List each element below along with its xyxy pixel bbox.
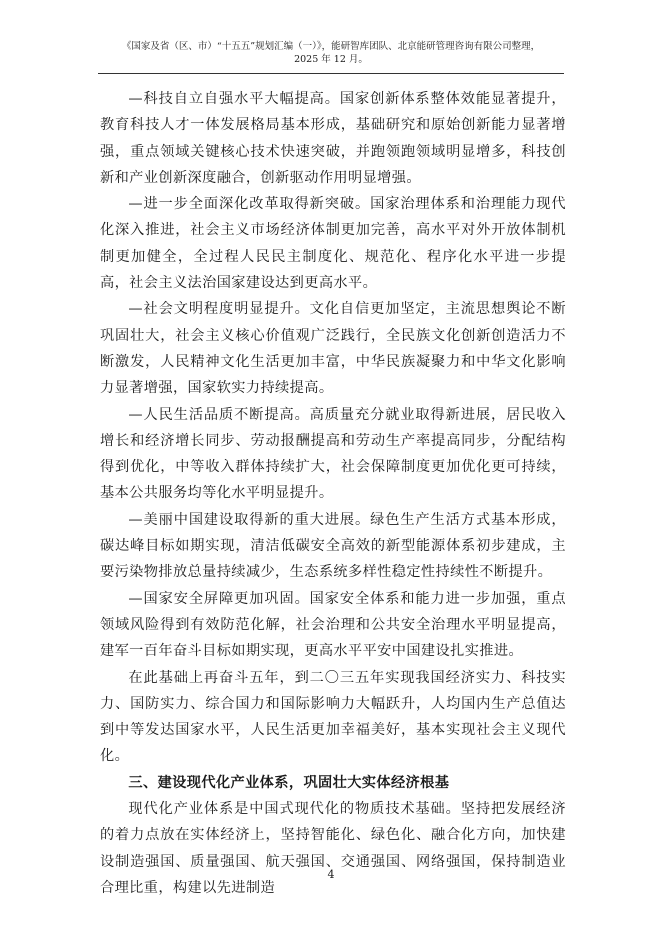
paragraph-national-security: —国家安全屏障更加巩固。国家安全体系和能力进一步加强，重点领域风险得到有效防范化解，社会治理和公共安全治理水平明显提高，建军一百年奋斗目标如期实现，更高水平平安中国建设扎实推进。 — [100, 590, 566, 660]
paragraph-deepening-reform: —进一步全面深化改革取得新突破。国家治理体系和治理能力现代化深入推进，社会主义市场经济体制更加完善，高水平对外开放体制机制更加健全，全过程人民民主制度化、规范化、程序化水平进一步提高，社会主义法治国家建设达到更高水平。 — [100, 196, 566, 292]
paragraph-tech-self-reliance: —科技自立自强水平大幅提高。国家创新体系整体效能显著提升，教育科技人才一体发展格局基本形成，基础研究和原始创新能力显著增强，重点领域关键核心技术快速突破，并跑领跑领域明显增多，科技创新和产业创新深度融合，创新驱动作用明显增强。 — [100, 91, 566, 186]
header-source-line-2: 2025 年 12 月。 — [294, 54, 368, 65]
page-number: 4 — [327, 868, 335, 881]
paragraph-living-quality: —人民生活品质不断提高。高质量充分就业取得新进展，居民收入增长和经济增长同步、劳动报酬提高和劳动生产率提高同步，分配结构得到优化，中等收入群体持续扩大，社会保障制度更加优化更可持续，基本公共服务均等化水平明显提升。 — [100, 406, 566, 502]
section-heading: 三、建设现代化产业体系，巩固壮大实体经济根基 — [128, 774, 450, 791]
paragraph-2035-goal: 在此基础上再奋斗五年，到二〇三五年实现我国经济实力、科技实力、国防实力、综合国力和国际影响力大幅跃升，人均国内生产总值达到中等发达国家水平，人民生活更加幸福美好，基本实现社会主义现代化。 — [100, 669, 566, 765]
paragraph-industrial-system: 现代化产业体系是中国式现代化的物质技术基础。坚持把发展经济的着力点放在实体经济上，坚持智能化、绿色化、融合化方向，加快建设制造强国、质量强国、航天强国、交通强国、网络强国，保持制造业合理比重，构建以先进制造 — [100, 801, 566, 896]
document-body — [100, 86, 566, 901]
header-source-line-1: 《国家及省（区、市）“十五五”规划汇编（一）》，能研智库团队、北京能研管理咨询有限公司整理， — [121, 41, 541, 52]
page-header — [100, 40, 562, 66]
paragraph-beautiful-china: —美丽中国建设取得新的重大进展。绿色生产生活方式基本形成，碳达峰目标如期实现，清洁低碳安全高效的新型能源体系初步建成，主要污染物排放总量持续减少，生态系统多样性稳定性持续性不断提升。 — [100, 511, 566, 581]
paragraph-social-civility: —社会文明程度明显提升。文化自信更加坚定，主流思想舆论不断巩固壮大，社会主义核心价值观广泛践行，全民族文化创新创造活力不断激发，人民精神文化生活更加丰富，中华民族凝聚力和中华文化影响力显著增强，国家软实力持续提高。 — [100, 301, 566, 397]
header-divider — [98, 73, 564, 74]
